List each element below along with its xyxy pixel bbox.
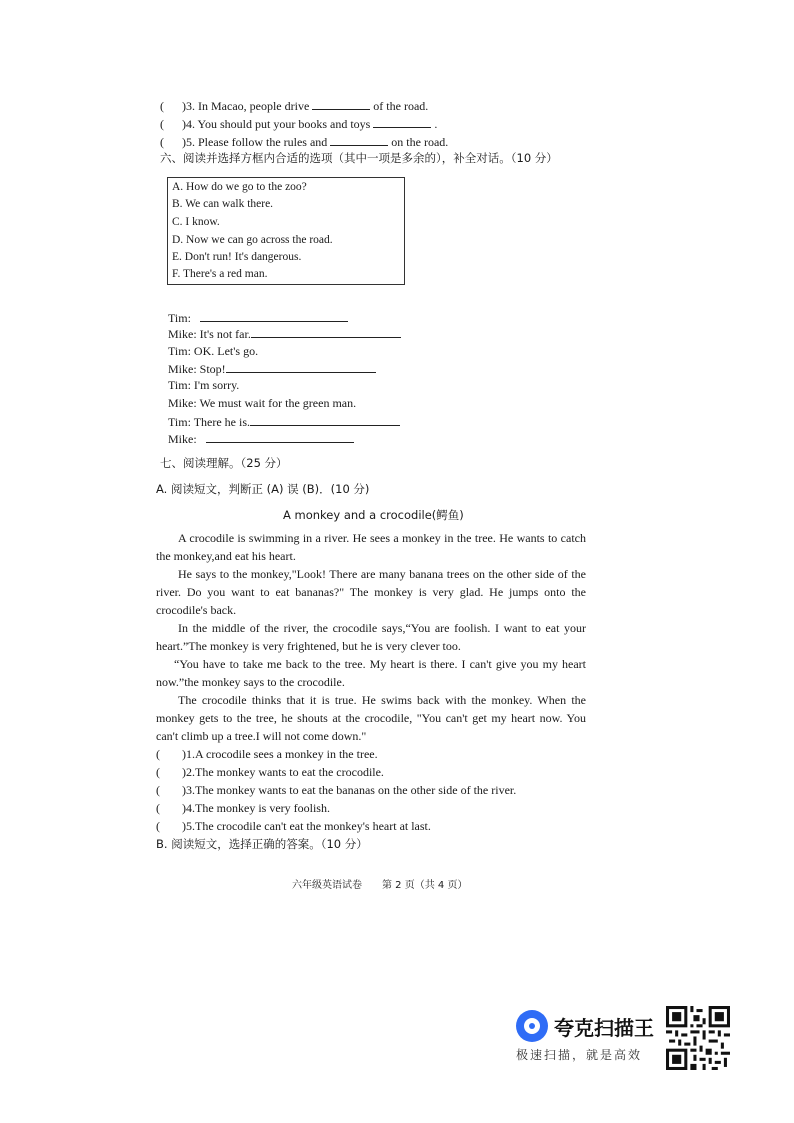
section6-title: 六、阅读并选择方框内合适的选项（其中一项是多余的），补全对话。（10 分） bbox=[160, 151, 558, 165]
blank[interactable] bbox=[251, 325, 401, 338]
dialogue-line: Mike: We must wait for the green man. bbox=[168, 396, 357, 410]
brand-slogan: 极速扫描，就是高效 bbox=[516, 1048, 643, 1062]
blank[interactable] bbox=[200, 309, 348, 322]
option-f: F. There's a red man. bbox=[172, 268, 268, 280]
dialogue-line: Tim: There he is. bbox=[168, 413, 400, 430]
scanner-watermark bbox=[514, 1010, 664, 1070]
part-b-title: B. 阅读短文，选择正确的答案。（10 分） bbox=[156, 837, 368, 851]
story-title: A monkey and a crocodile(鳄鱼) bbox=[283, 508, 464, 522]
blank[interactable] bbox=[330, 133, 388, 146]
dialogue-line: Tim: OK. Let's go. bbox=[168, 344, 259, 358]
qr-code-icon bbox=[666, 1006, 730, 1070]
story-paragraph: A crocodile is swimming in a river. He sees a monkey in the tree. He wants to catch the monkey,and eat his heart. bbox=[156, 531, 586, 563]
option-b: B. We can walk there. bbox=[172, 198, 274, 210]
tf-question: ( )2.The monkey wants to eat the crocodile. bbox=[156, 765, 384, 779]
tf-question: ( )4.The monkey is very foolish. bbox=[156, 801, 330, 815]
option-d: D. Now we can go across the road. bbox=[172, 234, 333, 246]
story-paragraph: He says to the monkey,"Look! There are many banana trees on the other side of the river. Do you want to eat bananas?" The monkey is very glad. He jumps onto the crocodile's back. bbox=[156, 567, 586, 617]
page-footer: 六年级英语试卷 第 2 页（共 4 页） bbox=[292, 880, 468, 891]
section7-title: 七、阅读理解。（25 分） bbox=[160, 456, 288, 470]
scanner-logo-icon bbox=[516, 1010, 548, 1042]
blank[interactable] bbox=[206, 430, 354, 443]
story-paragraph: In the middle of the river, the crocodile says,“You are foolish. I want to eat your heart.”The monkey is very frightened, but he is very clever too. bbox=[156, 621, 586, 653]
blank[interactable] bbox=[373, 115, 431, 128]
dialogue-line: Tim: bbox=[168, 309, 348, 326]
option-a: A. How do we go to the zoo? bbox=[172, 181, 307, 193]
story-paragraph: “You have to take me back to the tree. My heart is there. I can't give you my heart now.”the monkey says to the crocodile. bbox=[156, 657, 586, 689]
story-paragraph: The crocodile thinks that it is true. He swims back with the monkey. When the monkey gets to the tree, he shouts at the crocodile, "You can't get my heart now. You can't climb up a tree.I will not come down." bbox=[156, 693, 586, 743]
dialogue-line: Mike: bbox=[168, 430, 354, 447]
tf-question: ( )1.A crocodile sees a monkey in the tree. bbox=[156, 747, 378, 761]
option-c: C. I know. bbox=[172, 216, 220, 228]
blank[interactable] bbox=[312, 97, 370, 110]
dialogue-line: Mike: It's not far. bbox=[168, 325, 401, 342]
s5-q4: ( )4. You should put your books and toys . bbox=[160, 117, 438, 131]
blank[interactable] bbox=[250, 413, 400, 426]
dialogue-line: Tim: I'm sorry. bbox=[168, 378, 240, 392]
options-box bbox=[167, 177, 405, 285]
brand-name: 夸克扫描王 bbox=[554, 1016, 654, 1040]
tf-question: ( )3.The monkey wants to eat the bananas on the other side of the river. bbox=[156, 783, 517, 797]
tf-question: ( )5.The crocodile can't eat the monkey's heart at last. bbox=[156, 819, 431, 833]
dialogue-line: Mike: Stop! bbox=[168, 360, 376, 377]
s5-q3: ( )3. In Macao, people drive of the road. bbox=[160, 99, 429, 113]
part-a-title: A. 阅读短文，判断正 (A) 误 (B)．(10 分) bbox=[156, 482, 370, 496]
blank[interactable] bbox=[226, 360, 376, 373]
option-e: E. Don't run! It's dangerous. bbox=[172, 251, 302, 263]
s5-q5: ( )5. Please follow the rules and on the road. bbox=[160, 135, 449, 149]
